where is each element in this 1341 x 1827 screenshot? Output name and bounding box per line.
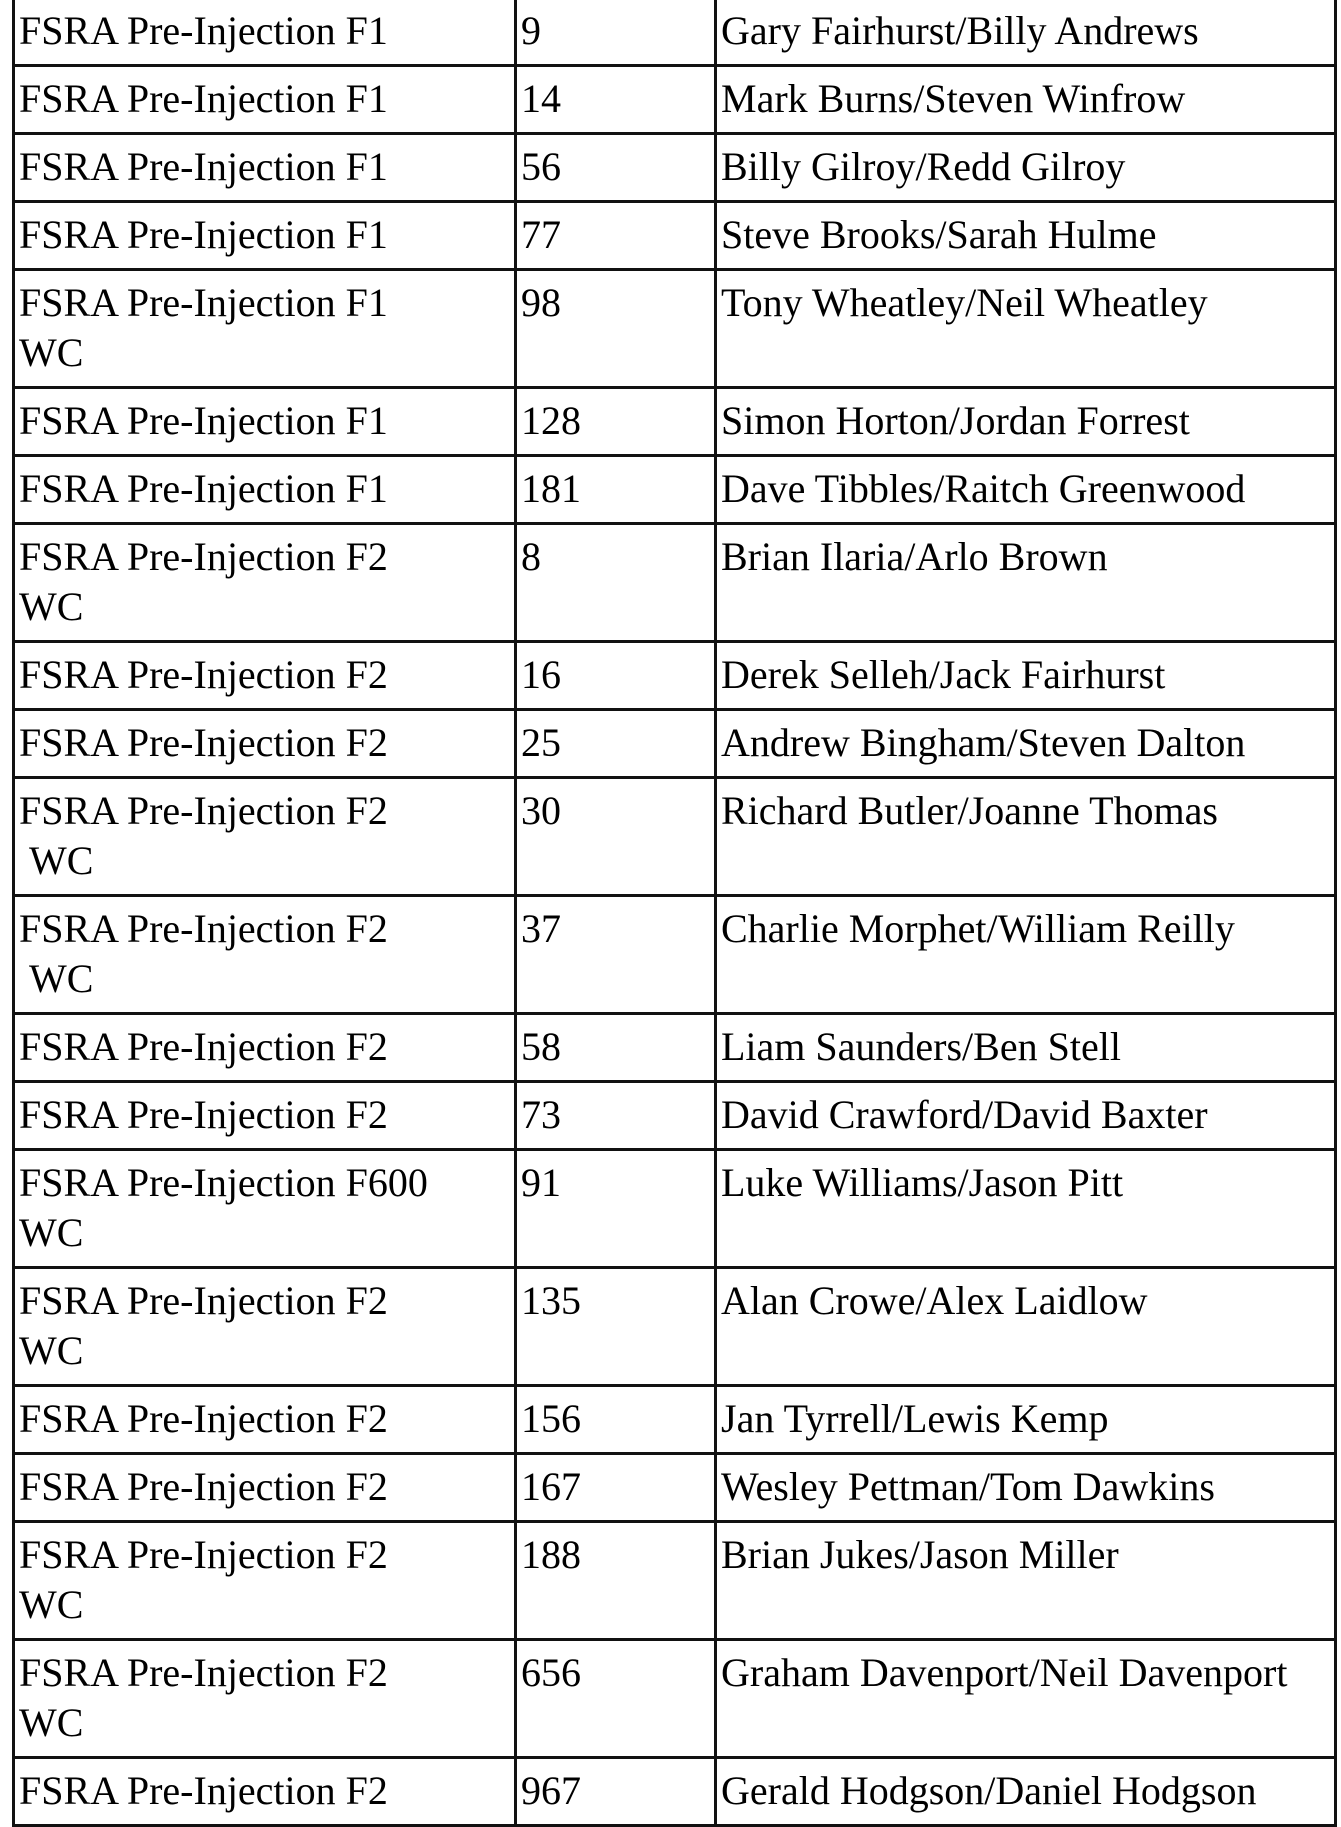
class-cell: FSRA Pre-Injection F1 [14,202,516,270]
car-number-cell: 967 [516,1758,716,1826]
car-number-cell: 156 [516,1386,716,1454]
crew-names-cell: Tony Wheatley/Neil Wheatley [716,270,1336,388]
table-row [14,202,1336,270]
car-number-cell: 167 [516,1454,716,1522]
crew-names-cell: Charlie Morphet/William Reilly [716,896,1336,1014]
crew-names-cell: Derek Selleh/Jack Fairhurst [716,642,1336,710]
entry-list-body [14,0,1336,1826]
car-number-cell: 77 [516,202,716,270]
car-number-cell: 181 [516,456,716,524]
class-cell: FSRA Pre-Injection F2 WC [14,1268,516,1386]
crew-names-cell: Dave Tibbles/Raitch Greenwood [716,456,1336,524]
car-number-cell: 56 [516,134,716,202]
car-number-cell: 14 [516,66,716,134]
crew-names-cell: David Crawford/David Baxter [716,1082,1336,1150]
class-cell: FSRA Pre-Injection F2 [14,1454,516,1522]
car-number-cell: 188 [516,1522,716,1640]
table-row [14,896,1336,1014]
car-number-cell: 8 [516,524,716,642]
car-number-cell: 9 [516,0,716,66]
crew-names-cell: Mark Burns/Steven Winfrow [716,66,1336,134]
crew-names-cell: Brian Jukes/Jason Miller [716,1522,1336,1640]
class-cell: FSRA Pre-Injection F2 WC [14,896,516,1014]
class-cell: FSRA Pre-Injection F2 [14,1758,516,1826]
crew-names-cell: Gary Fairhurst/Billy Andrews [716,0,1336,66]
crew-names-cell: Liam Saunders/Ben Stell [716,1014,1336,1082]
crew-names-cell: Brian Ilaria/Arlo Brown [716,524,1336,642]
crew-names-cell: Simon Horton/Jordan Forrest [716,388,1336,456]
car-number-cell: 98 [516,270,716,388]
entry-list-sheet [12,0,1334,1827]
table-row [14,1268,1336,1386]
car-number-cell: 16 [516,642,716,710]
class-cell: FSRA Pre-Injection F2 WC [14,1640,516,1758]
entry-list-table [12,0,1337,1827]
table-row [14,642,1336,710]
crew-names-cell: Andrew Bingham/Steven Dalton [716,710,1336,778]
class-cell: FSRA Pre-Injection F2 [14,642,516,710]
crew-names-cell: Billy Gilroy/Redd Gilroy [716,134,1336,202]
car-number-cell: 37 [516,896,716,1014]
car-number-cell: 30 [516,778,716,896]
table-row [14,1150,1336,1268]
crew-names-cell: Richard Butler/Joanne Thomas [716,778,1336,896]
table-row [14,456,1336,524]
class-cell: FSRA Pre-Injection F1 [14,66,516,134]
crew-names-cell: Wesley Pettman/Tom Dawkins [716,1454,1336,1522]
crew-names-cell: Graham Davenport/Neil Davenport [716,1640,1336,1758]
table-row [14,1758,1336,1826]
class-cell: FSRA Pre-Injection F2 [14,1014,516,1082]
car-number-cell: 91 [516,1150,716,1268]
class-cell: FSRA Pre-Injection F2 [14,1082,516,1150]
table-row [14,710,1336,778]
crew-names-cell: Steve Brooks/Sarah Hulme [716,202,1336,270]
table-row [14,524,1336,642]
crew-names-cell: Luke Williams/Jason Pitt [716,1150,1336,1268]
table-row [14,778,1336,896]
car-number-cell: 656 [516,1640,716,1758]
crew-names-cell: Jan Tyrrell/Lewis Kemp [716,1386,1336,1454]
car-number-cell: 135 [516,1268,716,1386]
table-row [14,134,1336,202]
class-cell: FSRA Pre-Injection F1 WC [14,270,516,388]
table-row [14,1386,1336,1454]
table-row [14,66,1336,134]
table-row [14,1522,1336,1640]
class-cell: FSRA Pre-Injection F2 WC [14,1522,516,1640]
class-cell: FSRA Pre-Injection F2 [14,1386,516,1454]
car-number-cell: 58 [516,1014,716,1082]
car-number-cell: 25 [516,710,716,778]
table-row [14,1014,1336,1082]
class-cell: FSRA Pre-Injection F2 WC [14,524,516,642]
table-row [14,1082,1336,1150]
class-cell: FSRA Pre-Injection F1 [14,456,516,524]
class-cell: FSRA Pre-Injection F2 [14,710,516,778]
class-cell: FSRA Pre-Injection F1 [14,134,516,202]
class-cell: FSRA Pre-Injection F2 WC [14,778,516,896]
class-cell: FSRA Pre-Injection F600 WC [14,1150,516,1268]
class-cell: FSRA Pre-Injection F1 [14,0,516,66]
crew-names-cell: Alan Crowe/Alex Laidlow [716,1268,1336,1386]
table-row [14,0,1336,66]
table-row [14,1640,1336,1758]
table-row [14,388,1336,456]
car-number-cell: 73 [516,1082,716,1150]
class-cell: FSRA Pre-Injection F1 [14,388,516,456]
car-number-cell: 128 [516,388,716,456]
table-row [14,1454,1336,1522]
table-row [14,270,1336,388]
crew-names-cell: Gerald Hodgson/Daniel Hodgson [716,1758,1336,1826]
